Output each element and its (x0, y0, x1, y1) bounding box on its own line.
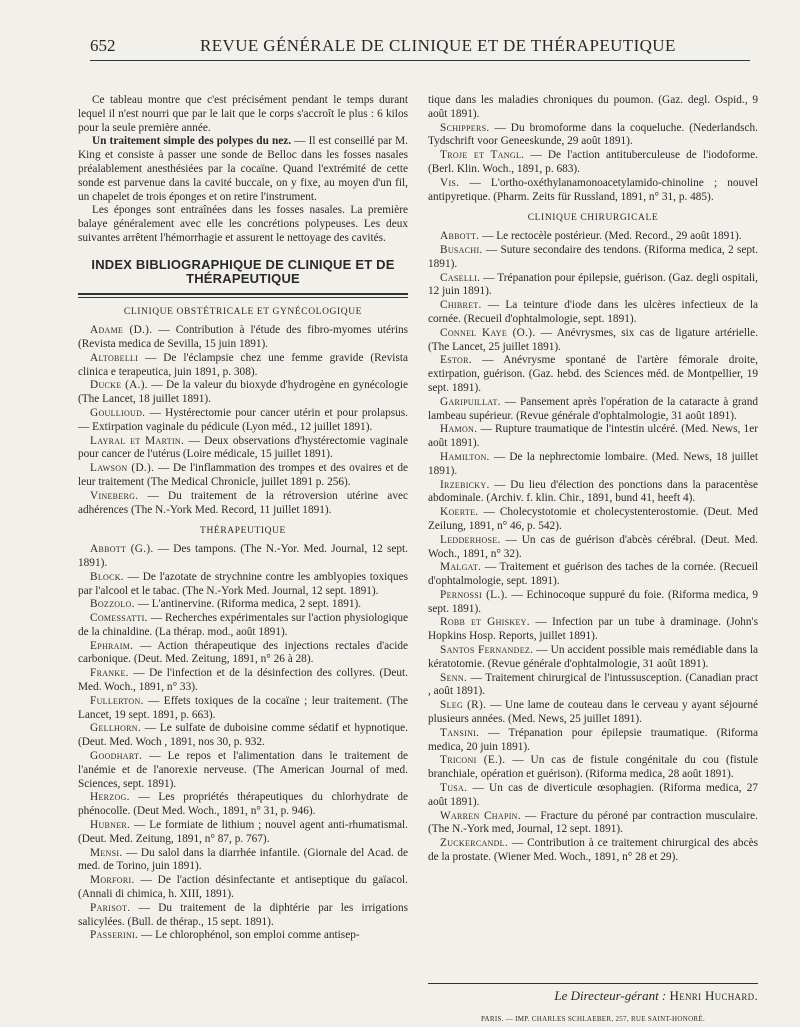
signature-line (428, 988, 758, 1004)
entry-author: Vis. (440, 176, 460, 189)
list-item: Fullerton. — Effets toxiques de la cocaïne ; leur traitement. (The Lancet, 19 sept. 1891, p. 663). (78, 694, 408, 721)
list-item: Caselli. — Trépanation pour épilepsie, guérison. (Gaz. degli ospitali, 12 juin 1891). (428, 271, 758, 298)
list-item: Morfori. — De l'action désinfectante et antiseptique du gaïacol. (Annali di chimica, h. XIII, 1891). (78, 874, 408, 901)
entry-author: Layral et Martin. (90, 434, 185, 447)
index-title: INDEX BIBLIOGRAPHIQUE DE CLINIQUE ET DE THÉRAPEUTIQUE (91, 256, 395, 286)
running-title: REVUE GÉNÉRALE DE CLINIQUE ET DE THÉRAPEUTIQUE (200, 36, 676, 55)
list-item: Goullioud. — Hystérectomie pour cancer utérin et pour prolapsus. — Extirpation vaginale du pédicule (Lyon méd., 12 juillet 1891). (78, 406, 408, 433)
entry-author: Lawson (D.). (90, 462, 155, 475)
list-item: Hubner. — Le formiate de lithium ; nouvel agent anti-rhumatismal. (Deut. Med. Zeitung, 1891, n° 87, p. 767). (78, 819, 408, 845)
entry-author: Hamon. (440, 423, 478, 436)
list-item: Gellhorn. — Le sulfate de duboisine comme sédatif et hypnotique. (Deut. Med. Woch , 1891, nos 30, p. 932. (78, 722, 408, 749)
list-item: Zuckercandl. — Contribution à ce traitement chirurgical des abcès de la prostate. (Wiener Med. Woch., 1891, n° 28 et 29). (428, 837, 758, 864)
entry-author: Altobelli (90, 351, 139, 364)
entry-author: Garipuillat. (440, 395, 501, 408)
therapeutics-list-continued (428, 94, 758, 204)
list-item: Ephraim. — Action thérapeutique des injections rectales d'acide carbonique. (Deut. Med. Zeitung, 1891, n° 26 à 28). (78, 639, 408, 666)
entry-author: Comessatti. (90, 612, 148, 625)
entry-author: Triconi (E.). (440, 754, 506, 767)
entry-author: Hamilton. (440, 450, 490, 463)
list-item: Warren Chapin. — Fracture du péroné par contraction musculaire. (The N.-York med, Journal, 12 sept. 1891). (428, 809, 758, 836)
entry-author: Mensi. (90, 846, 123, 859)
entry-author: Sleg (R). (440, 699, 487, 712)
entry-author: Zuckercandl. (440, 837, 508, 850)
therapeutics-list (78, 543, 408, 943)
entry-author: Caselli. (440, 271, 481, 284)
printer-imprint: PARIS. — IMP. CHARLES SCHLAEBER, 257, RUE SAINT-HONORÉ. (480, 1015, 706, 1023)
entry-author: Gellhorn. (90, 722, 142, 735)
list-item: Malgat. — Traitement et guérison des taches de la cornée. (Recueil d'ophtalmologie, sept. 1891). (428, 561, 758, 588)
page-header (90, 36, 750, 60)
entry-author: Bozzolo. (90, 598, 135, 611)
list-item: Passerini. — Le chlorophénol, son emploi comme antisep- (90, 929, 360, 942)
entry-author: Tusa. (440, 782, 468, 795)
index-rule-thick (78, 293, 408, 295)
intro-paragraph: Ce tableau montre que c'est précisément pendant le temps durant lequel il n'est nourri que par le lait que le corps s'accroît le plus : 6 kilos pour la seule première année. (78, 94, 408, 134)
list-item: Ducke (A.). — De la valeur du bioxyde d'hydrogène en gynécologie (The Lancet, 18 juillet 1891). (78, 379, 408, 406)
list-item: Mensi. — Du salol dans la diarrhée infantile. (Giornale del Acad. de med. de Torino, juin 1891). (78, 846, 408, 873)
entry-author: Schippers. (440, 121, 490, 134)
list-item: Garipuillat. — Pansement après l'opération de la cataracte à grand lambeau supérieur. (Revue générale d'ophtalmologie, 31 août 1891). (428, 395, 758, 422)
signature-rule (428, 983, 758, 984)
entry-author: Robb et Ghiskey. (440, 616, 530, 629)
list-item: Block. — De l'azotate de strychnine contre les amblyopies toxiques par l'alcool et le tabac. (The N.-York Med. Journal, 12 sept. 1891). (78, 570, 408, 597)
entry-author: Block. (90, 570, 124, 583)
entry-author: Vineberg. (90, 489, 139, 502)
header-rule (90, 60, 750, 61)
list-item: Vis. — L'ortho-oxéthylanamonoacetylamido-chinoline ; nouvel antipyretique. (Pharm. Zeits für Russland, 1891, n° 31, p. 485). (428, 176, 758, 203)
list-item: Comessatti. — Recherches expérimentales sur l'action physiologique de la chinaldine. (La thérap. mod., août 1891). (78, 612, 408, 638)
list-item: Chibret. — La teinture d'iode dans les ulcères infectieux de la cornée. (Recueil d'ophtalmologie, sept. 1891). (428, 299, 758, 325)
sponge-paragraph: Les éponges sont entraînées dans les fosses nasales. La première balaye généralement avec elle les concrétions polypeuses. Les deux suivantes arrêtent l'hémorrhagie et assurent le nettoyage des cavités. (78, 204, 408, 244)
entry-author: Chibret. (440, 299, 482, 312)
section-heading-surgery: CLINIQUE CHIRURGICALE (527, 213, 659, 224)
list-item: Santos Fernandez. — Un accident possible mais remédiable dans la kératotomie. (Revue générale d'ophtalmologie, 31 août 1891). (428, 644, 758, 670)
left-column (78, 94, 408, 943)
list-item: Estor. — Anévrysme spontané de l'artère fémorale droite, extirpation, guérison. (Gaz. hebd. des Sciences méd. de Montpellier, 19 sept. 1891). (428, 354, 758, 394)
list-item: Connel Kaye (O.). — Anévrysmes, six cas de ligature artérielle. (The Lancet, 25 juillet 1891). (428, 326, 758, 353)
entry-author: Troje et Tangl. (440, 149, 525, 162)
entry-author: Busachi. (440, 243, 483, 256)
surgery-list (428, 230, 758, 865)
list-item: Abbott (G.). — Des tampons. (The N.-Yor. Med. Journal, 12 sept. 1891). (78, 543, 409, 569)
list-item: Pernossi (L.). — Echinocoque suppuré du foie. (Riforma medica, 9 sept. 1891). (428, 588, 758, 615)
entry-author: Connel Kaye (O.). (440, 326, 536, 339)
entry-author: Passerini. (90, 929, 139, 942)
entry-author: Parisot. (90, 901, 131, 914)
list-item: Herzog. — Les propriétés thérapeutiques du chlorhydrate de phénocolle. (Deut Med. Woch., 1891, n° 31, p. 946). (78, 791, 408, 818)
entry-author: Koerte. (440, 506, 479, 519)
list-item: Vineberg. — Du traitement de la rétroversion utérine avec adhérences (The N.-York Med. Record, 11 juillet 1891). (78, 489, 408, 516)
entry-author: Santos Fernandez. (440, 644, 534, 657)
list-item: Layral et Martin. — Deux observations d'hystérectomie vaginale pour cancer de l'utérus (Loire médicale, 15 juillet 1891). (78, 434, 408, 461)
right-column (428, 94, 758, 865)
list-item: Busachi. — Suture secondaire des tendons. (Riforma medica, 2 sept. 1891). (428, 243, 758, 270)
polyp-text: — Il est conseillé par M. King et consiste à passer une sonde de Belloc dans les fosses nasales préalablement anesthésiées par la cocaïne. Quand l'extrémité de cette sonde est parvenue dans la cavité buccale, on y fixe, au moyen d'un fil, un chapelet de trois éponges et on retire l'instrument. (78, 135, 408, 203)
list-item: Lawson (D.). — De l'inflammation des trompes et des ovaires et de leur traitement (The Medical Chronicle, juillet 1891 p. 256). (78, 462, 408, 488)
list-item: Bozzolo. — L'antinervine. (Riforma medica, 2 sept. 1891). (90, 598, 362, 611)
list-item: Troje et Tangl. — De l'action antituberculeuse de l'iodoforme. (Berl. Klin. Woch., 1891, p. 683). (428, 149, 758, 175)
page-number: 652 (90, 36, 116, 55)
entry-author: Ledderhose. (440, 533, 501, 546)
list-item: Sleg (R). — Une lame de couteau dans le cerveau y ayant séjourné plusieurs années. (Med. News, 25 juillet 1891). (428, 699, 758, 726)
list-item: Parisot. — Du traitement de la diphtérie par les irrigations salicylées. (Bull. de thérap., 15 sept. 1891). (78, 901, 408, 928)
entry-author: Malgat. (440, 561, 482, 574)
entry-author: Goodhart. (90, 750, 143, 763)
entry-author: Estor. (440, 354, 472, 367)
list-item: Tusa. — Un cas de diverticule œsophagien. (Riforma medica, 27 août 1891). (428, 782, 758, 808)
list-item: Goodhart. — Le repos et l'alimentation dans le traitement de l'anémie et de l'anorexie nerveuse. (The American Journal of med. Sciences, sept. 1891). (78, 750, 408, 790)
entry-author: Hubner. (90, 819, 131, 832)
list-item: Triconi (E.). — Un cas de fistule congénitale du cou (fistule branchiale, opération et guérison). (Riforma medica, 28 août 1891). (428, 754, 758, 781)
list-item: Altobelli — De l'éclampsie chez une femme gravide (Revista clinica e terapeutica, juin 1891, p. 308). (78, 351, 408, 378)
entry-author: Ducke (A.). (90, 379, 148, 392)
list-item: Abbott. — Le rectocèle postérieur. (Med. Record., 29 août 1891). (440, 230, 742, 243)
entry-author: Ephraim. (90, 639, 134, 652)
list-item: Hamon. — Rupture traumatique de l'intestin ulcéré. (Med. News, 1er août 1891). (428, 423, 758, 450)
list-item: Robb et Ghiskey. — Infection par un tube à draminage. (John's Hopkins Hosp. Reports, juillet 1891). (428, 616, 758, 643)
entry-author: Goullioud. (90, 406, 146, 419)
entry-author: Irzebicky. (440, 478, 490, 491)
entry-author: Adame (D.). (90, 324, 153, 337)
entry-author: Abbott (G.). (90, 543, 154, 556)
polyp-paragraph (78, 135, 408, 204)
entry-author: Herzog. (90, 791, 130, 804)
entry-author: Fullerton. (90, 694, 144, 707)
entry-author: Morfori. (90, 874, 135, 887)
entry-author: Pernossi (L.). (440, 588, 508, 601)
entry-author: Warren Chapin. (440, 809, 521, 822)
signature-label: Le Directeur-gérant : (554, 988, 667, 1003)
section-heading-therapeutics: THÉRAPEUTIQUE (200, 526, 286, 537)
entry-author: Franke. (90, 667, 129, 680)
polyp-title: Un traitement simple des polypes du nez. (92, 135, 292, 148)
list-item: Schippers. — Du bromoforme dans la coqueluche. (Nederlandsch. Tydschrift voor Geneeskunde, 29 août 1891). (428, 121, 758, 148)
list-item: Ledderhose. — Un cas de guérison d'abcès cérébral. (Deut. Med. Woch., 1891, n° 32). (428, 533, 758, 560)
list-item: Koerte. — Cholecystotomie et cholecystenterostomie. (Deut. Med Zeilung, 1891, n° 46, p. 542). (428, 506, 758, 532)
list-item: Hamilton. — De la nephrectomie lombaire. (Med. News, 18 juillet 1891). (428, 450, 758, 477)
obstetrics-list (78, 324, 408, 517)
entry-author: Abbott. (440, 230, 480, 243)
entry-author: Tansini. (440, 726, 480, 739)
section-heading-obstetrics: CLINIQUE OBSTÉTRICALE ET GYNÉCOLOGIQUE (123, 307, 363, 318)
signature-name: Henri Huchard. (669, 988, 758, 1003)
list-item: Franke. — De l'infection et de la désinfection des collyres. (Deut. Med. Woch., 1891, n° 33). (78, 667, 408, 694)
list-item: Senn. — Traitement chirurgical de l'intussusception. (Canadian pract , août 1891). (428, 671, 758, 698)
list-item: Irzebicky. — Du lieu d'élection des ponctions dans la paracentèse abdominale. (Archiv. f. klin. Chir., 1891, bund 41, heeft 4). (428, 478, 758, 505)
entry-author: Senn. (440, 671, 468, 684)
list-item: Adame (D.). — Contribution à l'étude des fibro-myomes utérins (Revista medica de Sevilla, 15 juin 1891). (78, 324, 408, 350)
list-item: Tansini. — Trépanation pour épilepsie traumatique. (Riforma medica, 20 juin 1891). (428, 726, 758, 753)
index-rule-thin (78, 297, 408, 298)
list-item: tique dans les maladies chroniques du poumon. (Gaz. degl. Ospid., 9 août 1891). (428, 94, 758, 120)
